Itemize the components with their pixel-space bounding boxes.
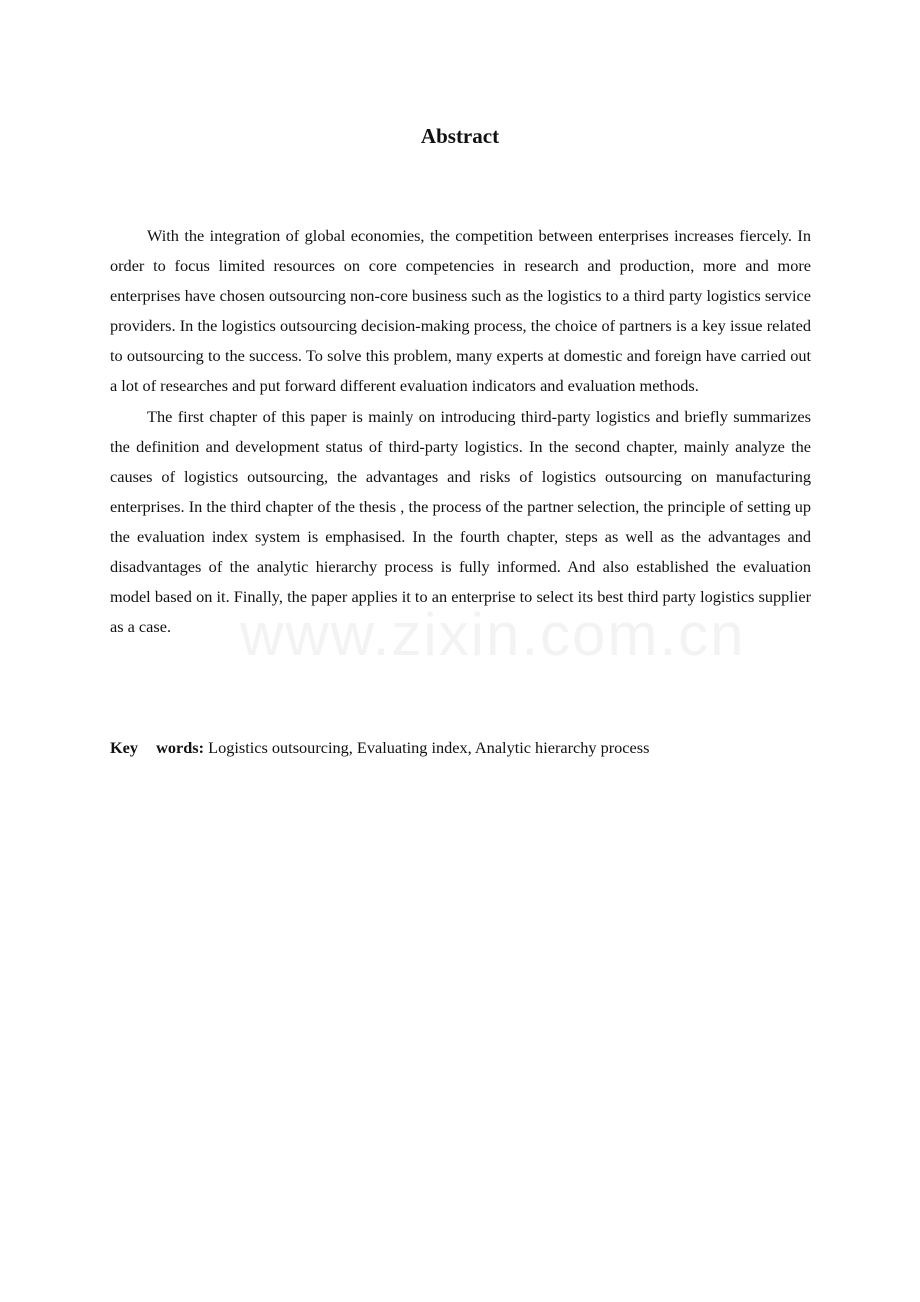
keywords-label: Key words: (110, 738, 205, 757)
keywords-line (110, 733, 811, 763)
paragraph: The first chapter of this paper is mainly on introducing third-party logistics and briefly summarizes the definition and development status of third-party logistics. In the second chapter, mainly analyze the causes of logistics outsourcing, the advantages and risks of logistics outsourcing on manufacturing enterprises. In the third chapter of the thesis , the process of the partner selection, the principle of setting up the evaluation index system is emphasised. In the fourth chapter, steps as well as the advantages and disadvantages of the analytic hierarchy process is fully informed. And also established the evaluation model based on it. Finally, the paper applies it to an enterprise to select its best third party logistics supplier as a case. (110, 406, 811, 637)
paragraph: With the integration of global economies, the competition between enterprises increases fiercely. In order to focus limited resources on core competencies in research and production, more and more enterprises have chosen outsourcing non-core business such as the logistics to a third party logistics service providers. In the logistics outsourcing decision-making process, the choice of partners is a key issue related to outsourcing to the success. To solve this problem, many experts at domestic and foreign have carried out a lot of researches and put forward different evaluation indicators and evaluation methods. (110, 226, 811, 396)
page-title: Abstract (420, 124, 500, 148)
abstract-body (110, 221, 811, 642)
watermark: www.zixin.com.cn (240, 601, 746, 668)
keywords-text: Logistics outsourcing, Evaluating index, Analytic hierarchy process (208, 738, 650, 757)
